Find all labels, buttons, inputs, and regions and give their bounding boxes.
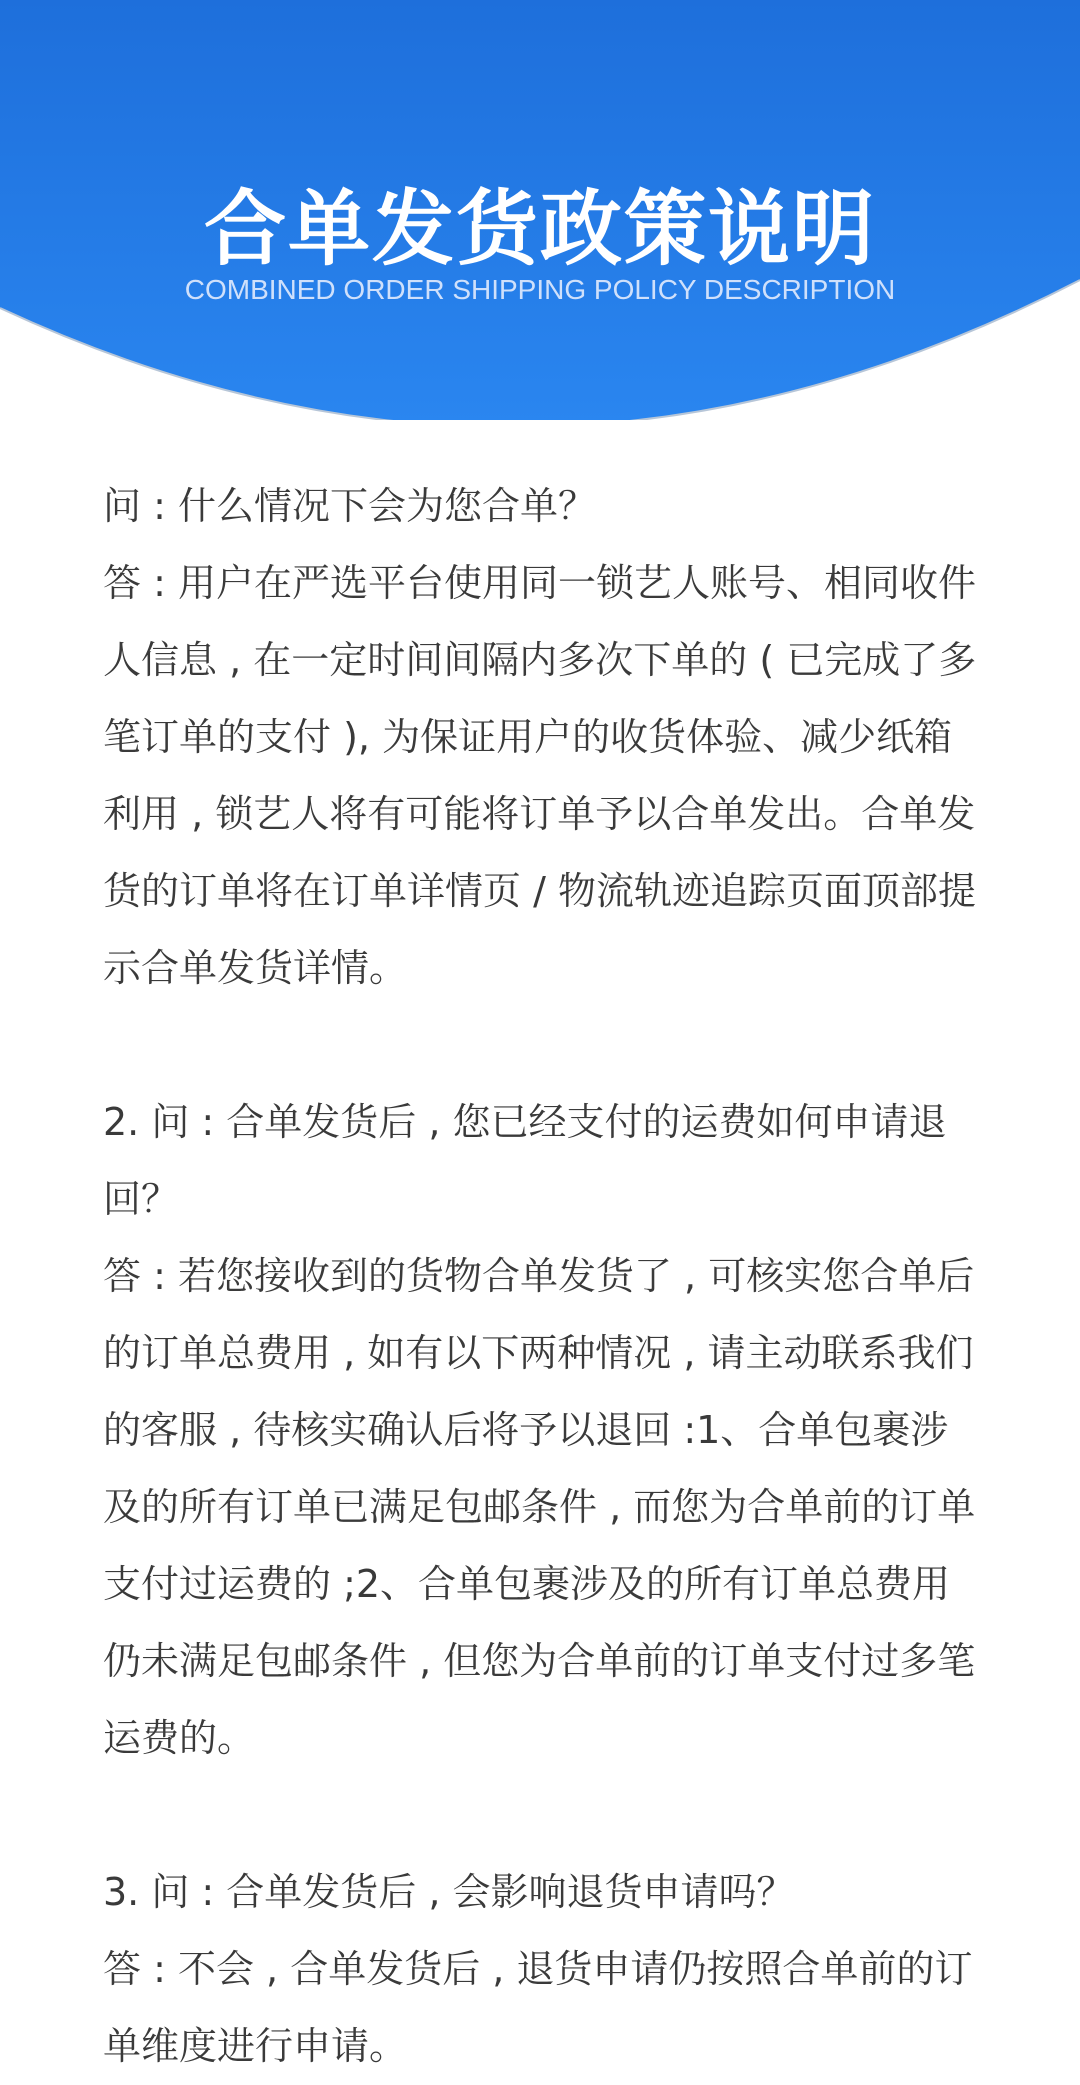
faq-answer-1: 答 : 用户在严选平台使用同一锁艺人账号、相同收件人信息 , 在一定时间间隔内多次下单的 ( 已完成了多笔订单的支付 ), 为保证用户的收货体验、减少纸箱利用 , 锁艺人将有可能将订单予以合单发出。合单发货的订单将在订单详情页 / 物流轨迹追踪页面顶部提示合单发货详情。 [103,561,977,990]
faq-content [103,468,983,2085]
spacer [103,1777,983,1854]
faq-answer-2: 答 : 若您接收到的货物合单发货了 , 可核实您合单后的订单总费用 , 如有以下两种情况 , 请主动联系我们的客服 , 待核实确认后将予以退回 :1、合单包裹涉及的所有订单已满足包邮条件 , 而您为合单前的订单支付过运费的 ;2、合单包裹涉及的所有订单总费用仍未满足包邮条件 , 但您为合单前的订单支付过多笔运费的。 [103,1254,976,1760]
page-title: 合单发货政策说明 [203,182,876,277]
page-subtitle: COMBINED ORDER SHIPPING POLICY DESCRIPTION [184,274,896,305]
faq-answer-3: 答 : 不会 , 合单发货后 , 退货申请仍按照合单前的订单维度进行申请。 [103,1947,973,2068]
spacer [103,1007,983,1084]
faq-question-3: 3. 问 : 合单发货后 , 会影响退货申请吗？ [103,1870,795,1914]
faq-question-2: 2. 问 : 合单发货后 , 您已经支付的运费如何申请退回？ [103,1100,947,1221]
faq-question-1: 问 : 什么情况下会为您合单？ [103,484,596,528]
header-banner [0,0,1080,420]
